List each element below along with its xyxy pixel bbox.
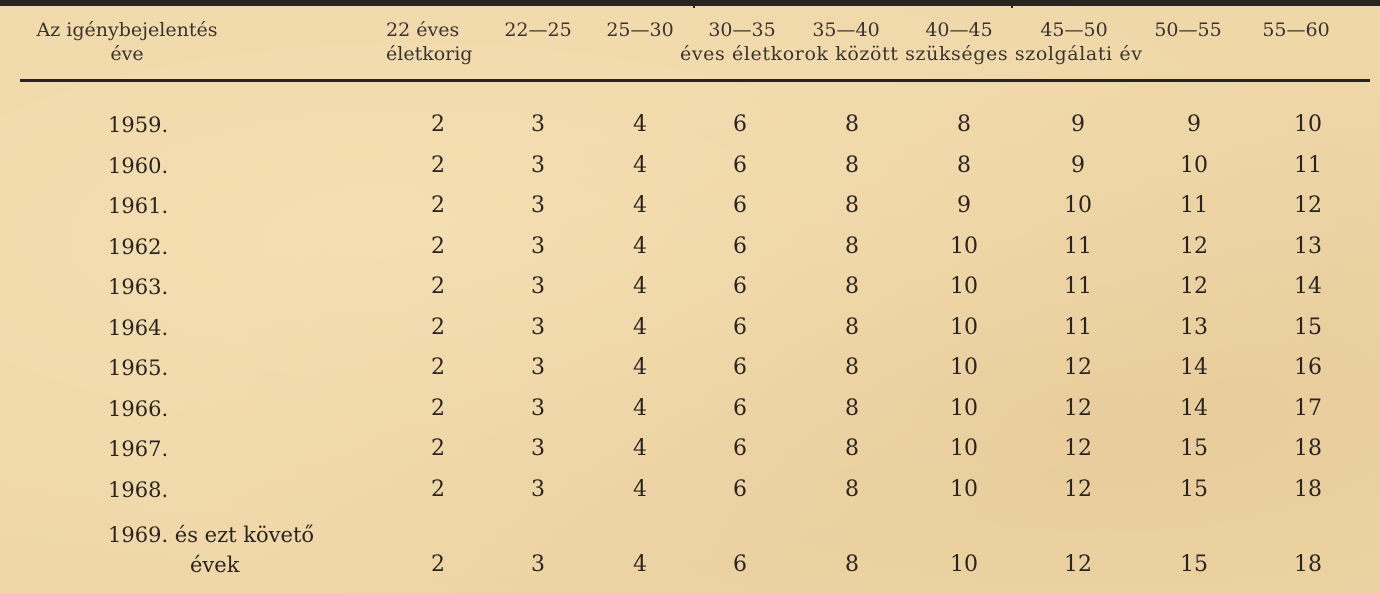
table-cell: 13 — [1180, 314, 1208, 340]
table-cell: 2 — [431, 274, 445, 299]
merged-caption: éves életkorok között szükséges szolgálati év — [680, 43, 1143, 65]
table-row — [0, 105, 1380, 145]
table-cell: 17 — [1294, 395, 1322, 421]
table-cell: 9 — [957, 193, 971, 218]
table-cell: 2 — [431, 193, 445, 218]
table-cell: 16 — [1294, 355, 1322, 380]
age-column-header: 35—40 — [812, 19, 880, 41]
row-year: 1968. — [108, 477, 169, 502]
table-row — [0, 348, 1380, 388]
table-cell: 9 — [1187, 112, 1201, 137]
table-row — [0, 308, 1380, 348]
column-divider — [693, 0, 695, 8]
table-cell: 12 — [1294, 193, 1322, 218]
table-cell: 10 — [950, 436, 978, 461]
age-22-header — [386, 18, 472, 66]
table-cell: 11 — [1180, 193, 1208, 218]
age-column-header: 30—35 — [708, 19, 776, 41]
table-cell: 3 — [531, 395, 545, 421]
table-cell: 12 — [1064, 395, 1092, 421]
table-cell: 8 — [845, 314, 859, 340]
table-cell: 11 — [1064, 233, 1092, 259]
table-cell: 12 — [1064, 436, 1092, 461]
table-cell: 14 — [1180, 395, 1208, 421]
table-cell: 2 — [431, 476, 445, 502]
last-row-year-line2: évek — [190, 553, 240, 577]
table-row — [0, 146, 1380, 186]
age-22-line1: 22 éves — [386, 19, 460, 41]
table-cell: 18 — [1294, 552, 1322, 577]
table-cell: 6 — [733, 314, 747, 340]
row-year: 1965. — [108, 356, 169, 380]
table-cell: 2 — [431, 152, 445, 178]
table-cell: 2 — [431, 314, 445, 340]
table-cell: 2 — [431, 395, 445, 421]
table-cell: 12 — [1180, 274, 1208, 299]
table-cell: 4 — [633, 355, 647, 380]
column-divider — [1011, 0, 1013, 8]
age-column-header: 45—50 — [1040, 19, 1108, 41]
table-cell: 8 — [845, 552, 859, 577]
table-cell: 3 — [531, 355, 545, 380]
table-cell: 14 — [1180, 355, 1208, 380]
table-cell: 6 — [733, 436, 747, 461]
table-cell: 6 — [733, 355, 747, 380]
table-row — [0, 186, 1380, 226]
table-cell: 10 — [1294, 112, 1322, 137]
table-cell: 3 — [531, 274, 545, 299]
row-year: 1966. — [108, 396, 169, 421]
age-column-header: 22—25 — [504, 19, 572, 41]
table-cell: 13 — [1294, 233, 1322, 259]
table-row — [0, 470, 1380, 510]
table-cell: 4 — [633, 152, 647, 178]
age-22-line2: életkorig — [386, 43, 473, 65]
table-cell: 18 — [1294, 476, 1322, 502]
table-row — [0, 429, 1380, 469]
table-cell: 8 — [845, 355, 859, 380]
table-cell: 3 — [531, 193, 545, 218]
table-cell: 6 — [733, 476, 747, 502]
table-cell: 11 — [1294, 152, 1322, 178]
row-year: 1967. — [108, 437, 169, 461]
table-cell: 2 — [431, 552, 445, 577]
table-cell: 6 — [733, 193, 747, 218]
table-cell: 15 — [1180, 476, 1208, 502]
table-cell: 12 — [1064, 552, 1092, 577]
table-cell: 8 — [845, 152, 859, 178]
table-row — [0, 227, 1380, 267]
table-cell: 3 — [531, 476, 545, 502]
table-cell: 9 — [1071, 152, 1085, 178]
year-column-header — [22, 18, 232, 66]
table-cell: 2 — [431, 233, 445, 259]
year-header-line1: Az igénybejelentés — [36, 19, 218, 41]
table-cell: 3 — [531, 152, 545, 178]
table-cell: 6 — [733, 274, 747, 299]
age-column-header: 50—55 — [1154, 19, 1222, 41]
row-year: 1960. — [108, 153, 169, 178]
table-cell: 12 — [1064, 476, 1092, 502]
table-cell: 6 — [733, 395, 747, 421]
table-cell: 2 — [431, 355, 445, 380]
table-cell: 10 — [1064, 193, 1092, 218]
table-cell: 8 — [845, 233, 859, 259]
table-cell: 3 — [531, 112, 545, 137]
table-cell: 10 — [950, 274, 978, 299]
table-cell: 8 — [845, 193, 859, 218]
table-cell: 2 — [431, 436, 445, 461]
table-cell: 3 — [531, 552, 545, 577]
table-cell: 8 — [957, 112, 971, 137]
last-row-year-line1: 1969. és ezt követő — [108, 523, 315, 547]
table-cell: 8 — [957, 152, 971, 178]
table-cell: 4 — [633, 552, 647, 577]
table-cell: 8 — [845, 112, 859, 137]
table-cell: 4 — [633, 314, 647, 340]
table-cell: 4 — [633, 112, 647, 137]
table-cell: 10 — [1180, 152, 1208, 178]
table-cell: 4 — [633, 476, 647, 502]
row-year: 1963. — [108, 275, 169, 299]
table-cell: 10 — [950, 233, 978, 259]
table-cell: 4 — [633, 395, 647, 421]
header-rule — [20, 79, 1370, 82]
table-cell: 8 — [845, 395, 859, 421]
table-cell: 10 — [950, 476, 978, 502]
table-cell: 15 — [1180, 552, 1208, 577]
top-rule — [0, 0, 1380, 6]
table-cell: 10 — [950, 395, 978, 421]
table-cell: 10 — [950, 355, 978, 380]
table-row — [0, 389, 1380, 429]
row-year: 1959. — [108, 113, 169, 137]
table-cell: 10 — [950, 314, 978, 340]
row-year: 1961. — [108, 194, 169, 218]
table-cell: 6 — [733, 233, 747, 259]
table-cell: 3 — [531, 233, 545, 259]
row-year: 1964. — [108, 315, 169, 340]
table-cell: 4 — [633, 233, 647, 259]
table-cell: 8 — [845, 274, 859, 299]
table-cell: 2 — [431, 112, 445, 137]
table-cell: 6 — [733, 552, 747, 577]
table-cell: 11 — [1064, 274, 1092, 299]
table-cell: 6 — [733, 152, 747, 178]
table-cell: 15 — [1294, 314, 1322, 340]
table-cell: 15 — [1180, 436, 1208, 461]
year-header-line2: éve — [110, 43, 144, 65]
table-cell: 3 — [531, 436, 545, 461]
table-cell: 14 — [1294, 274, 1322, 299]
table-cell: 12 — [1180, 233, 1208, 259]
table-cell: 4 — [633, 193, 647, 218]
table-cell: 3 — [531, 314, 545, 340]
table-cell: 4 — [633, 274, 647, 299]
table-cell: 12 — [1064, 355, 1092, 380]
age-column-header: 55—60 — [1262, 19, 1330, 41]
table-cell: 9 — [1071, 112, 1085, 137]
table-cell: 18 — [1294, 436, 1322, 461]
row-year: 1962. — [108, 234, 169, 259]
age-column-header: 25—30 — [606, 19, 674, 41]
age-column-header: 40—45 — [925, 19, 993, 41]
table-cell: 8 — [845, 476, 859, 502]
table-cell: 11 — [1064, 314, 1092, 340]
table-cell: 8 — [845, 436, 859, 461]
table-row — [0, 267, 1380, 307]
table-cell: 10 — [950, 552, 978, 577]
table-cell: 6 — [733, 112, 747, 137]
table-cell: 4 — [633, 436, 647, 461]
